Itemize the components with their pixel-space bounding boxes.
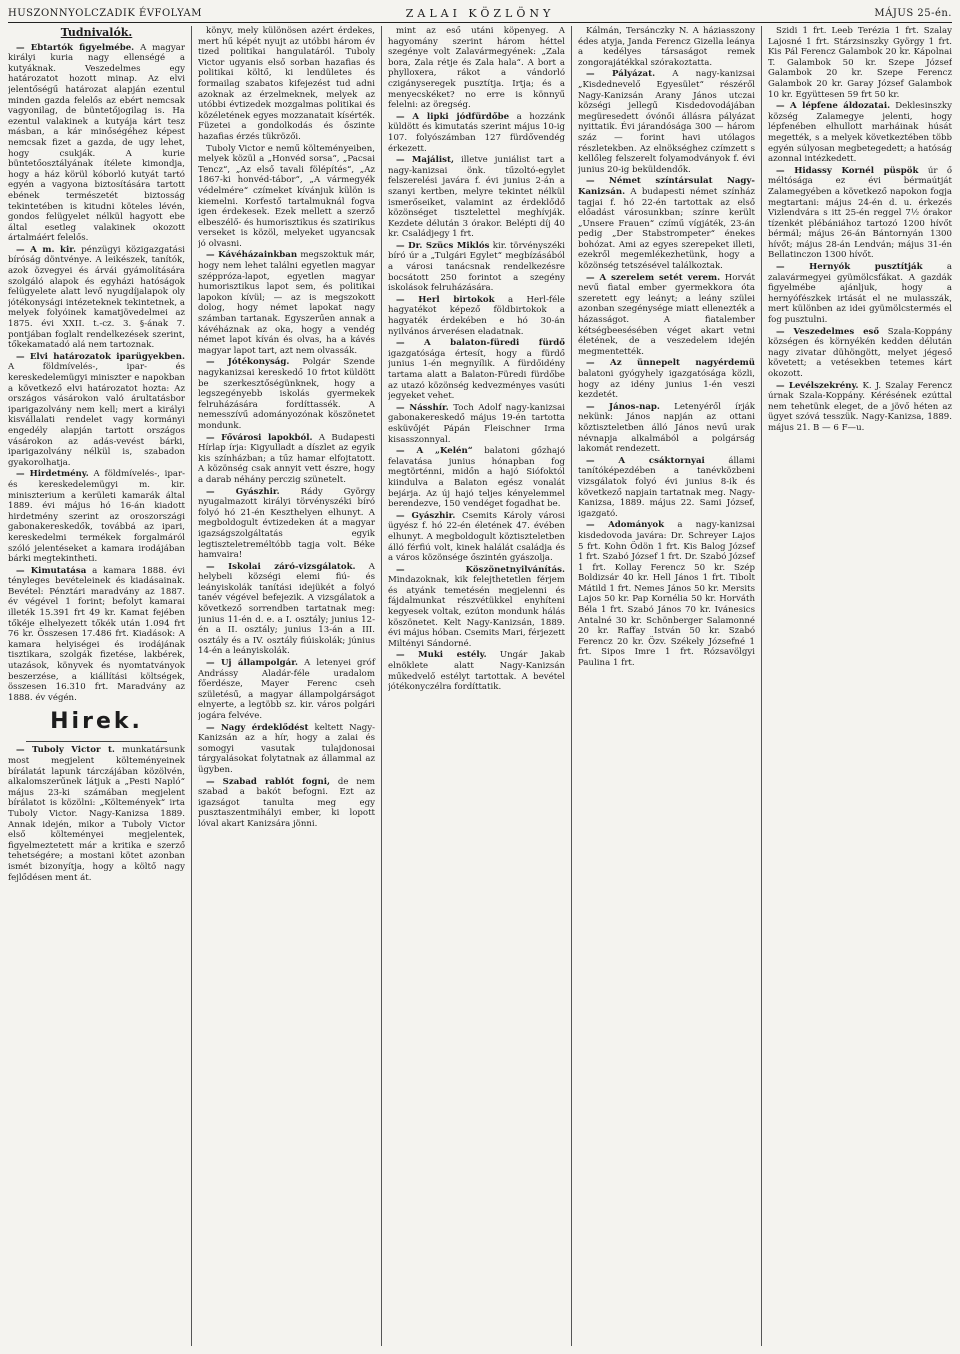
article-paragraph	[578, 456, 755, 520]
article-paragraph	[8, 745, 185, 883]
article-body: munkatársunk most megjelent költeményeinek bírálatát lapunk tárczájában közölvén, alkalomszerűnek látjuk a „Pesti Napló“ május 23-ki számában megjelent bírálatot is közölni: „Költemények“ irta Tuboly Victor. Nagy-Kanizsa 1889. Annak idején, mikor a Tuboly Victor első költeményei megjelentek, figyelmeztetett már a kritika e szerző tehetségére; a mostani kötet azonban ismét bizonyítja, hogy a költő nagy fejlődésen ment át.	[8, 745, 185, 883]
text-column-3	[388, 26, 572, 1346]
article-body: Mindazoknak, kik felejthetetlen férjem és atyánk temetésén megjelenni és fájdalmunkat részvétükkel enyhíteni kegyesek voltak, ezúton mondunk hálás köszönetet. Kelt Nagy-Kanizsán, 1889. évi május hóban. Csemits Mari, férjezett Miltényi Sándorné.	[388, 575, 565, 649]
article-paragraph	[388, 446, 565, 510]
article-heading: — Tuboly Victor t.	[16, 745, 115, 756]
article-body: A földmívelés-, ipar- és kereskedelemügyi m. kir. miniszterium a kerületi kamarák által 1889. évi május hó 16-án kiadott hirdetmény szerint az oroszországi gabonakereskedők, továbbá az ipari, kereskedelmi termékek forgalmáról szóló jelentéseket a kamara irodájában bárki megtekintheti.	[8, 469, 185, 565]
article-heading: — Köszönetnyilvánítás.	[396, 564, 565, 575]
article-paragraph	[578, 26, 755, 68]
article-body: illetve juniálist tart a nagy-kanizsai önk. tűzoltó-egylet felszerelési javára f. évi junius 2-án a szanyi kertben, melyre tekintet nélkül ismerőseiket, valamint az érdeklődő közönséget tisztelettel meghívják. Kezdete délután 3 órakor. Belépti díj 40 kr. Családjegy 1 frt.	[388, 155, 566, 240]
article-body: Horvát nevű fiatal ember gyermekkora óta szeretett egy leányt; a leány szülei azonban szegénysége miatt ellenezték a házasságot. A fiatalember kétségbeesésében véget akart vetni életének, de a veszedelem idején megmentették.	[578, 272, 756, 357]
article-heading: — Fővárosi lapokból.	[206, 432, 313, 443]
article-heading: — Az ünnepelt nagyérdemü	[586, 358, 755, 369]
article-paragraph	[8, 469, 185, 564]
article-heading: — János-nap.	[586, 401, 660, 412]
article-paragraph	[198, 144, 375, 250]
article-paragraph	[8, 245, 185, 351]
divider	[26, 741, 167, 742]
article-heading: — Szabad rablót fogni,	[206, 776, 331, 787]
article-heading: — Majálist,	[396, 155, 454, 166]
article-body: igazgatósága értesít, hogy a fürdő junius 1-én megnyílik. A fürdőidény tartama alatt a Balaton-Füredi fürdőbe az utazó közönség kedvezményes vasúti jegyeket vehet.	[388, 348, 565, 402]
article-paragraph	[198, 250, 375, 356]
article-paragraph	[8, 566, 185, 704]
text-column-5	[768, 26, 952, 1346]
article-paragraph	[388, 511, 565, 564]
article-paragraph	[198, 777, 375, 830]
article-paragraph	[768, 327, 952, 380]
article-heading: — Gyászhir.	[396, 510, 456, 521]
article-body: könyv, mely különösen azért érdekes, mert hű képét nyujt az utóbbi három év tized politikai hangulatáról. Tuboly Victor ugyanis első sorban hazafias és politikai költő, ki lendületes és formailag szabatos kifejezést tud adni azoknak az érzelmeknek, melyek az utóbbi évtizedek mozgalmas politikai és közéletének egyes mozzanatait kísérték. Füzetei a gondolkodás és őszinte hazafias érzés tükrözői.	[198, 26, 375, 142]
article-body: Kálmán, Tersánczky N. A háziasszony édes atyja, Janda Ferencz Gizella leánya a kedélyes társaságot remek zongorajátékkal szórakoztatta.	[578, 26, 755, 68]
article-paragraph	[198, 562, 375, 657]
article-body: Szala-Koppány községen és környékén kedden délután nagy zivatar dühöngött, melyet jégeső követett; a vetésekben tetemes kárt okozott.	[768, 326, 952, 379]
article-body: A budapesti német színház tagjai f. hó 22-én tartottak az első előadást városunkban; színre került „Unsere Frauen“ czímű vígjáték, 23-án pedig „Der Stabstrompeter“ énekes bohózat. Ami az egyes szerepeket illeti, ezekről megemlékezhetünk, hogy a közönség tetszésével találkoztak.	[578, 186, 756, 272]
article-paragraph	[768, 101, 952, 165]
article-body: A magyar királyi kuria nagy ellenségé a kutyáknak. Veszedelmes egy határozatot hozott minap. Az elvi jelentőségű határozat alapján ezentul minden gazda felelős az ebért nemcsak vagyonilag, de büntetőjogilag is. Ha ezentul valakinek a kutyája kárt tesz másban, a kár minőségéhez képest nemcsak fizet a gazda, de ugy lehet, hogy csukják. A kurie büntetőosztályának ítélete kimondja, hogy a ház körül kóborló kutyát tartó egyén a vagyona biztosítására tartott ebének természetét biztosság tekintetében is kitudni köteles lévén, gondos felügyelet nélkül hagyott ebe által esetleg valakinek okozott ártalmáért felelős.	[8, 42, 186, 244]
article-heading: — Násshír.	[396, 402, 449, 413]
article-body: Polgár Szende nagykanizsai kereskedő 10 frtot küldött be szerkesztőségünknek, hogy a legszegényebb iskolás gyermekek felruházására fordíttassék. A nemesszívű adományozónak köszönetet mondunk.	[198, 357, 375, 431]
article-paragraph	[388, 650, 565, 692]
article-heading: — A balaton-füredi fürdő	[396, 338, 565, 349]
article-body: mint az eső utáni köpenyeg. A hagyomány szerint három héttel szegénye volt Zalavármegyének: „Zala bora, Zala rétje és Zala hala“. A bort a phylloxera, rákot a vándorló czigányseregek pusztítja. Irtja; és a menyecskéket? no erre is könnyű felelni: az öregség.	[388, 26, 565, 111]
article-body: a Herl-féle hagyatékot képező földbirtokok a hagyaték érdekében e hó 30-án nyilvános árverésen eladatnak.	[388, 294, 565, 337]
article-body: K. J. Szalay Ferencz úrnak Szala-Koppány. Kérésének ezúttal nem tehetünk eleget, de a jövő héten az ügyet szóvá tesszük. Nagy-Kanizsa, 1889. május 21. B — 6 F—u.	[768, 380, 952, 433]
article-paragraph	[8, 352, 185, 469]
article-body: balatoni gőzhajó felavatása junius hónapban fog megtörténni, midőn a hajó Siófoktól kiindulva a Balaton egész vonalát bejárja. Az új hajó teljes kényelemmel berendezve, 150 vendéget fogadhat be.	[388, 446, 565, 510]
article-heading: — Levélszekrény.	[776, 380, 859, 391]
article-paragraph	[578, 176, 755, 271]
article-paragraph	[578, 402, 755, 455]
article-columns	[8, 26, 952, 1346]
article-body: pénzügyi közigazgatási bíróság döntvénye. A leikészek, tanítók, azok özvegyei és árvái gyámolítására szolgáló alapok és egyházi hatóságok felügyelete alatt levő nyugdíjalapok oly jótékonysági intézeteknek tekintetnek, a melyek folyóinek kamatjövedelmei az 1875. évi XXII. t.-cz. 3. §-ának 7. pontjában foglalt rendelkezések szerint, tőkekamatadó alá nem tartoznak.	[8, 244, 185, 351]
article-body: Deklesinszky község Zalamegye jelenti, hogy lépfenében elhullott marháinak húsát megették, s a melyek következtében több egyén súlyosan megbetegedett; a hatóság azonnal intézkedett.	[768, 101, 952, 165]
article-body: úr ő méltósága ez évi bérmaútját Zalamegyében a következő napokon fogja megtartani: május 24-én d. u. érkezés Vizlendvára s itt 25-én reggel 7½ órakor tízenkét plébániához tartozó 1200 hívőt bérmál; május 26-án Bántornyán 1300 hívőt; május 28-án Lendván; május 31-én Bellatinczon 1300 hívőt.	[768, 165, 952, 261]
article-body: Szidi 1 frt. Leeb Terézia 1 frt. Szalay Lajosné 1 frt. Stárzsinszky György 1 frt. Kis Pál Ferencz Galambok 20 kr. Kápolnai T. Galambok 50 kr. Szepe József Galambok 20 kr. Szepe Ferencz Galambok 20 kr. Garay József Galambok 10 kr. Együttesen 59 frt 50 kr.	[768, 26, 952, 100]
article-paragraph	[578, 520, 755, 668]
article-body: A nagy-kanizsai „Kisdednevelő Egyesület“ részéről Nagy-Kanizsán Arany János utczai községi jellegű Kisdedovodájában megüresedett óvónői állásra pályázat nyittatik. Évi járandósága 300 — három száz — forint havi utólagos részletekben. Az elnökséghez czímzett s kellőleg felszerelt folyamodványok f. évi junius 20-ig beküldendők.	[578, 69, 755, 175]
article-heading: — A lépfene áldozatai.	[776, 101, 891, 112]
article-heading: — Hernyók pusztítják	[776, 262, 923, 273]
article-body: a nagy-kanizsai kisdedovoda javára: Dr. Schreyer Lajos 5 frt. Kohn Ödön 1 frt. Kis Balog József 1 frt. Szabó József 1 frt. Dr. Szabó József 1 frt. Kollay Ferencz 50 kr. Szép Boldizsár 40 kr. Hell János 1 frt. Tibolt Mátild 1 frt. Nemes János 50 kr. Mersits Lajos 50 kr. Pap Kornélia 50 kr. Horváth Béla 1 frt. Szabó János 70 kr. Ivánesics Antalné 30 kr. Schönberger Salamonné 20 kr. Raffay István 50 kr. Szabó Ferencz 20 kr. Özv. Székely Józsefné 1 frt. Sipos Imre 1 frt. Rózsavölgyi Paulina 1 frt.	[578, 520, 755, 669]
article-paragraph	[8, 43, 185, 244]
article-heading: — Hirdetmény.	[16, 469, 89, 480]
article-body: Csemits Károly városi ügyész f. hó 22-én életének 47. évében elhunyt. A megboldogult köztiszteletben álló férfiú volt, kinek halálát családja és a város közönsége őszintén gyászolja.	[388, 510, 566, 564]
article-paragraph	[388, 26, 565, 111]
text-column-2	[198, 26, 382, 1346]
article-paragraph	[198, 658, 375, 722]
article-paragraph	[768, 381, 952, 434]
article-paragraph	[578, 273, 755, 358]
article-heading: — Ebtartók figyelmébe.	[16, 42, 135, 53]
article-body: Ungár Jakab elnöklete alatt Nagy-Kanizsán műkedvelő estélyt tartottak. A bevétel jótékonyczélra fordíttatik.	[388, 650, 565, 693]
article-heading: — A csáktornyai	[586, 455, 705, 466]
article-body: kir. törvényszéki bíró úr a „Tulgári Egylet“ megbízásából a városi tanácsnak rendelkezésre bocsátott 250 forintot a szegény iskolások felruházására.	[388, 240, 565, 294]
article-heading: — A lipki jódfürdőbe	[396, 111, 510, 122]
article-heading: — Nagy érdeklődést	[206, 722, 309, 733]
article-body: a hozzánk küldött és kimutatás szerint május 10-ig 107. folyószámban 127 fürdővendég érkezett.	[388, 111, 565, 154]
article-paragraph	[388, 338, 565, 402]
article-paragraph	[388, 155, 565, 240]
article-paragraph	[768, 26, 952, 100]
article-paragraph	[198, 357, 375, 431]
article-paragraph	[768, 262, 952, 326]
article-heading: — Elvi határozatok iparügyekben.	[16, 351, 185, 362]
article-heading: — Dr. Szücs Miklós	[396, 240, 490, 251]
article-paragraph	[388, 295, 565, 337]
article-paragraph	[388, 565, 565, 650]
article-heading: — Muki estély.	[396, 650, 487, 661]
article-heading: — Veszedelmes eső	[776, 326, 880, 337]
article-heading: — Német színtársulat Nagy-Kanizsán.	[578, 176, 755, 197]
article-heading: — Gyászhir.	[206, 486, 280, 497]
article-heading: — Pályázat.	[586, 69, 656, 80]
article-paragraph	[388, 112, 565, 154]
news-section-title: Hirek.	[50, 709, 143, 735]
text-column-1	[8, 26, 192, 1346]
article-body: a kamara 1888. évi tényleges bevételeinek és kiadásainak. Bevétel: Pénztári maradvány az 1887. év végével 1 forint; befolyt kamarai illeték 15.391 frt 49 kr. Kamat fejében tőkéje elhelyezett tőkék után 1.094 frt 76 kr. Összesen 17.486 frt. Kiadások: A kamara helyiségei és irodájának tisztikara, szolgák fizetése, lakbérek, utazások, könyvek és nyomtatványok beszerzése, a kiállítási költségek, összesen 16.310 frt. Maradvány az 1888. év végén.	[8, 565, 185, 703]
page-header	[8, 6, 952, 23]
article-body: Rády György nyugalmazott királyi törvényszéki bíró folyó hó 21-én Keszthelyen elhunyt. A megboldogult évtizedeken át a magyar igazságszolgáltatás egyik legtiszteletreméltóbb tagja volt. Béke hamvaira!	[198, 486, 375, 561]
section-title: Tudnivalók.	[60, 26, 133, 39]
article-body: Tuboly Victor e nemű költeményeiben, melyek közül a „Honvéd sorsa“, „Pacsai Tencz“, „Az első tavali fölépítés“, „Az 1867-ki honvéd-tábor“, „A vármegyék védelmére“ czímeket kívánjuk külön is kiemelni. Korfestő tartalmuknál fogva igen érdekesek. Ezek mellett a szerző elbeszélő- és humorisztikus és szatirikus verseket is közöl, melyeket ugyancsak jó olvasni.	[198, 143, 376, 249]
article-paragraph	[578, 69, 755, 175]
article-paragraph	[198, 26, 375, 143]
article-paragraph	[198, 433, 375, 486]
article-heading: — Adományok	[586, 520, 665, 531]
article-heading: — A „Kelén“	[396, 446, 473, 457]
article-heading: — A m. kir.	[16, 244, 76, 255]
article-body: Letenyéről írják nekünk: János napján az ottani köztiszteletben álló János nevű urak névnapja alkalmából a polgárság lakomát rendezett.	[578, 401, 755, 455]
volume-label: HUSZONNYOLCZADIK ÉVFOLYAM	[8, 8, 202, 19]
article-heading: — Herl birtokok	[396, 294, 495, 305]
article-paragraph	[768, 166, 952, 261]
article-paragraph	[388, 403, 565, 445]
article-heading: — Uj állampolgár.	[206, 658, 298, 669]
article-body: Toch Adolf nagy-kanizsai gabonakereskedő május 19-én tartotta esküvőjét Pápán Fleischner Irma kisasszonnyal.	[388, 402, 565, 445]
article-body: a zalavármegyei gyümölcsfákat. A gazdák figyelmébe ajánljuk, hogy a hernyófészkek irtását el ne mulasszák, mert különben az idei gyümölcstermés el fog pusztulni.	[768, 262, 952, 326]
article-body: keltett Nagy-Kanizsán az a hír, hogy a zalai és somogyi vasutak tulajdonosai tárgyalásokat folytatnak az állammal az ügyben.	[198, 722, 375, 775]
article-heading: — Iskolai záró-vizsgálatok.	[206, 561, 356, 572]
article-body: megszoktuk már, hogy nem lehet találni egyetlen magyar széppróza-lapot, egyetlen magyar humorisztikus lapot sem, és politikai lapokon kívül; — az is megszokott dolog, hogy német lapokat nagy számban tartanak. Egyszerűen annak a kávéháznak az oka, hogy a vendég német lapot kíván és olvas, ha a kávés magyar lapot tart, azt nem olvassák.	[198, 250, 375, 356]
article-body: A földmívelés-, ipar- és kereskedelemügyi miniszter e napokban a következő elvi határozatot hozta: Az országos vásárokon való árultatásbor iparigazolvány nem kell; mert a királyi kisvállalati rendelet vagy kormányi engedély alapján tartott országos vásárokon az adás-vevést bárki, iparigazolvány nélkül is, szabadon gyakorolhatja.	[8, 362, 185, 468]
article-heading: — Hidassy Kornél püspök	[776, 165, 919, 176]
article-body: balatoni gyógyhely igazgatósága közli, hogy az idény junius 1-én veszi kezdetét.	[578, 369, 755, 401]
issue-date: MÁJUS 25-én.	[874, 8, 952, 19]
article-body: de nem szabad a bakót befogni. Ezt az igazságot tanulta meg egy pusztaszentmihályi ember, ki lopott lóval akart Kanizsára jönni.	[198, 776, 376, 829]
article-paragraph	[388, 241, 565, 294]
text-column-4	[578, 26, 762, 1346]
article-heading: — A szerelem setét verem.	[586, 272, 721, 283]
article-body: A Budapesti Hírlap írja: Kigyulladt a díszlet az egyik kis színházban; a tűz hamar elfojtatott. A közönség csak annyit vett észre, hogy a darab néhány perczig szünetelt.	[198, 432, 375, 485]
article-paragraph	[198, 487, 375, 561]
article-body: A helybeli községi elemi fiú- és leányiskolák tanítási idejükét a folyó tanév végével befejezik. A vizsgálatok a következő sorrendben tartatnak meg: junius 11-én d. e. a I. osztály; junius 12-én a II. osztály; junius 13-án a III. osztály és a IV. osztály fiúiskolák; június 14-én a leányiskolák.	[198, 561, 376, 657]
article-heading: — Kimutatása	[16, 565, 87, 576]
article-heading: — Jótékonyság.	[206, 357, 290, 368]
article-paragraph	[578, 358, 755, 400]
article-paragraph	[198, 723, 375, 776]
masthead-title: ZALAI KÖZLÖNY	[405, 7, 555, 20]
article-body: állami tanítóképezdében a tanévközbeni vizsgálatok folyó évi junius 8-ik és következő napjain tartatnak meg. Nagy-Kanizsa, 1889. május 22. Sami József, igazgató.	[578, 455, 755, 519]
article-body: A letenyei gróf Andrássy Aladár-féle uradalom főerdésze, Mayer Ferenc cseh születésű, a magyar állampolgárságot elnyerte, a legtöbb sz. kir. város polgári jogára felvéve.	[198, 658, 375, 721]
article-heading: — Kávéházainkban	[206, 250, 298, 261]
